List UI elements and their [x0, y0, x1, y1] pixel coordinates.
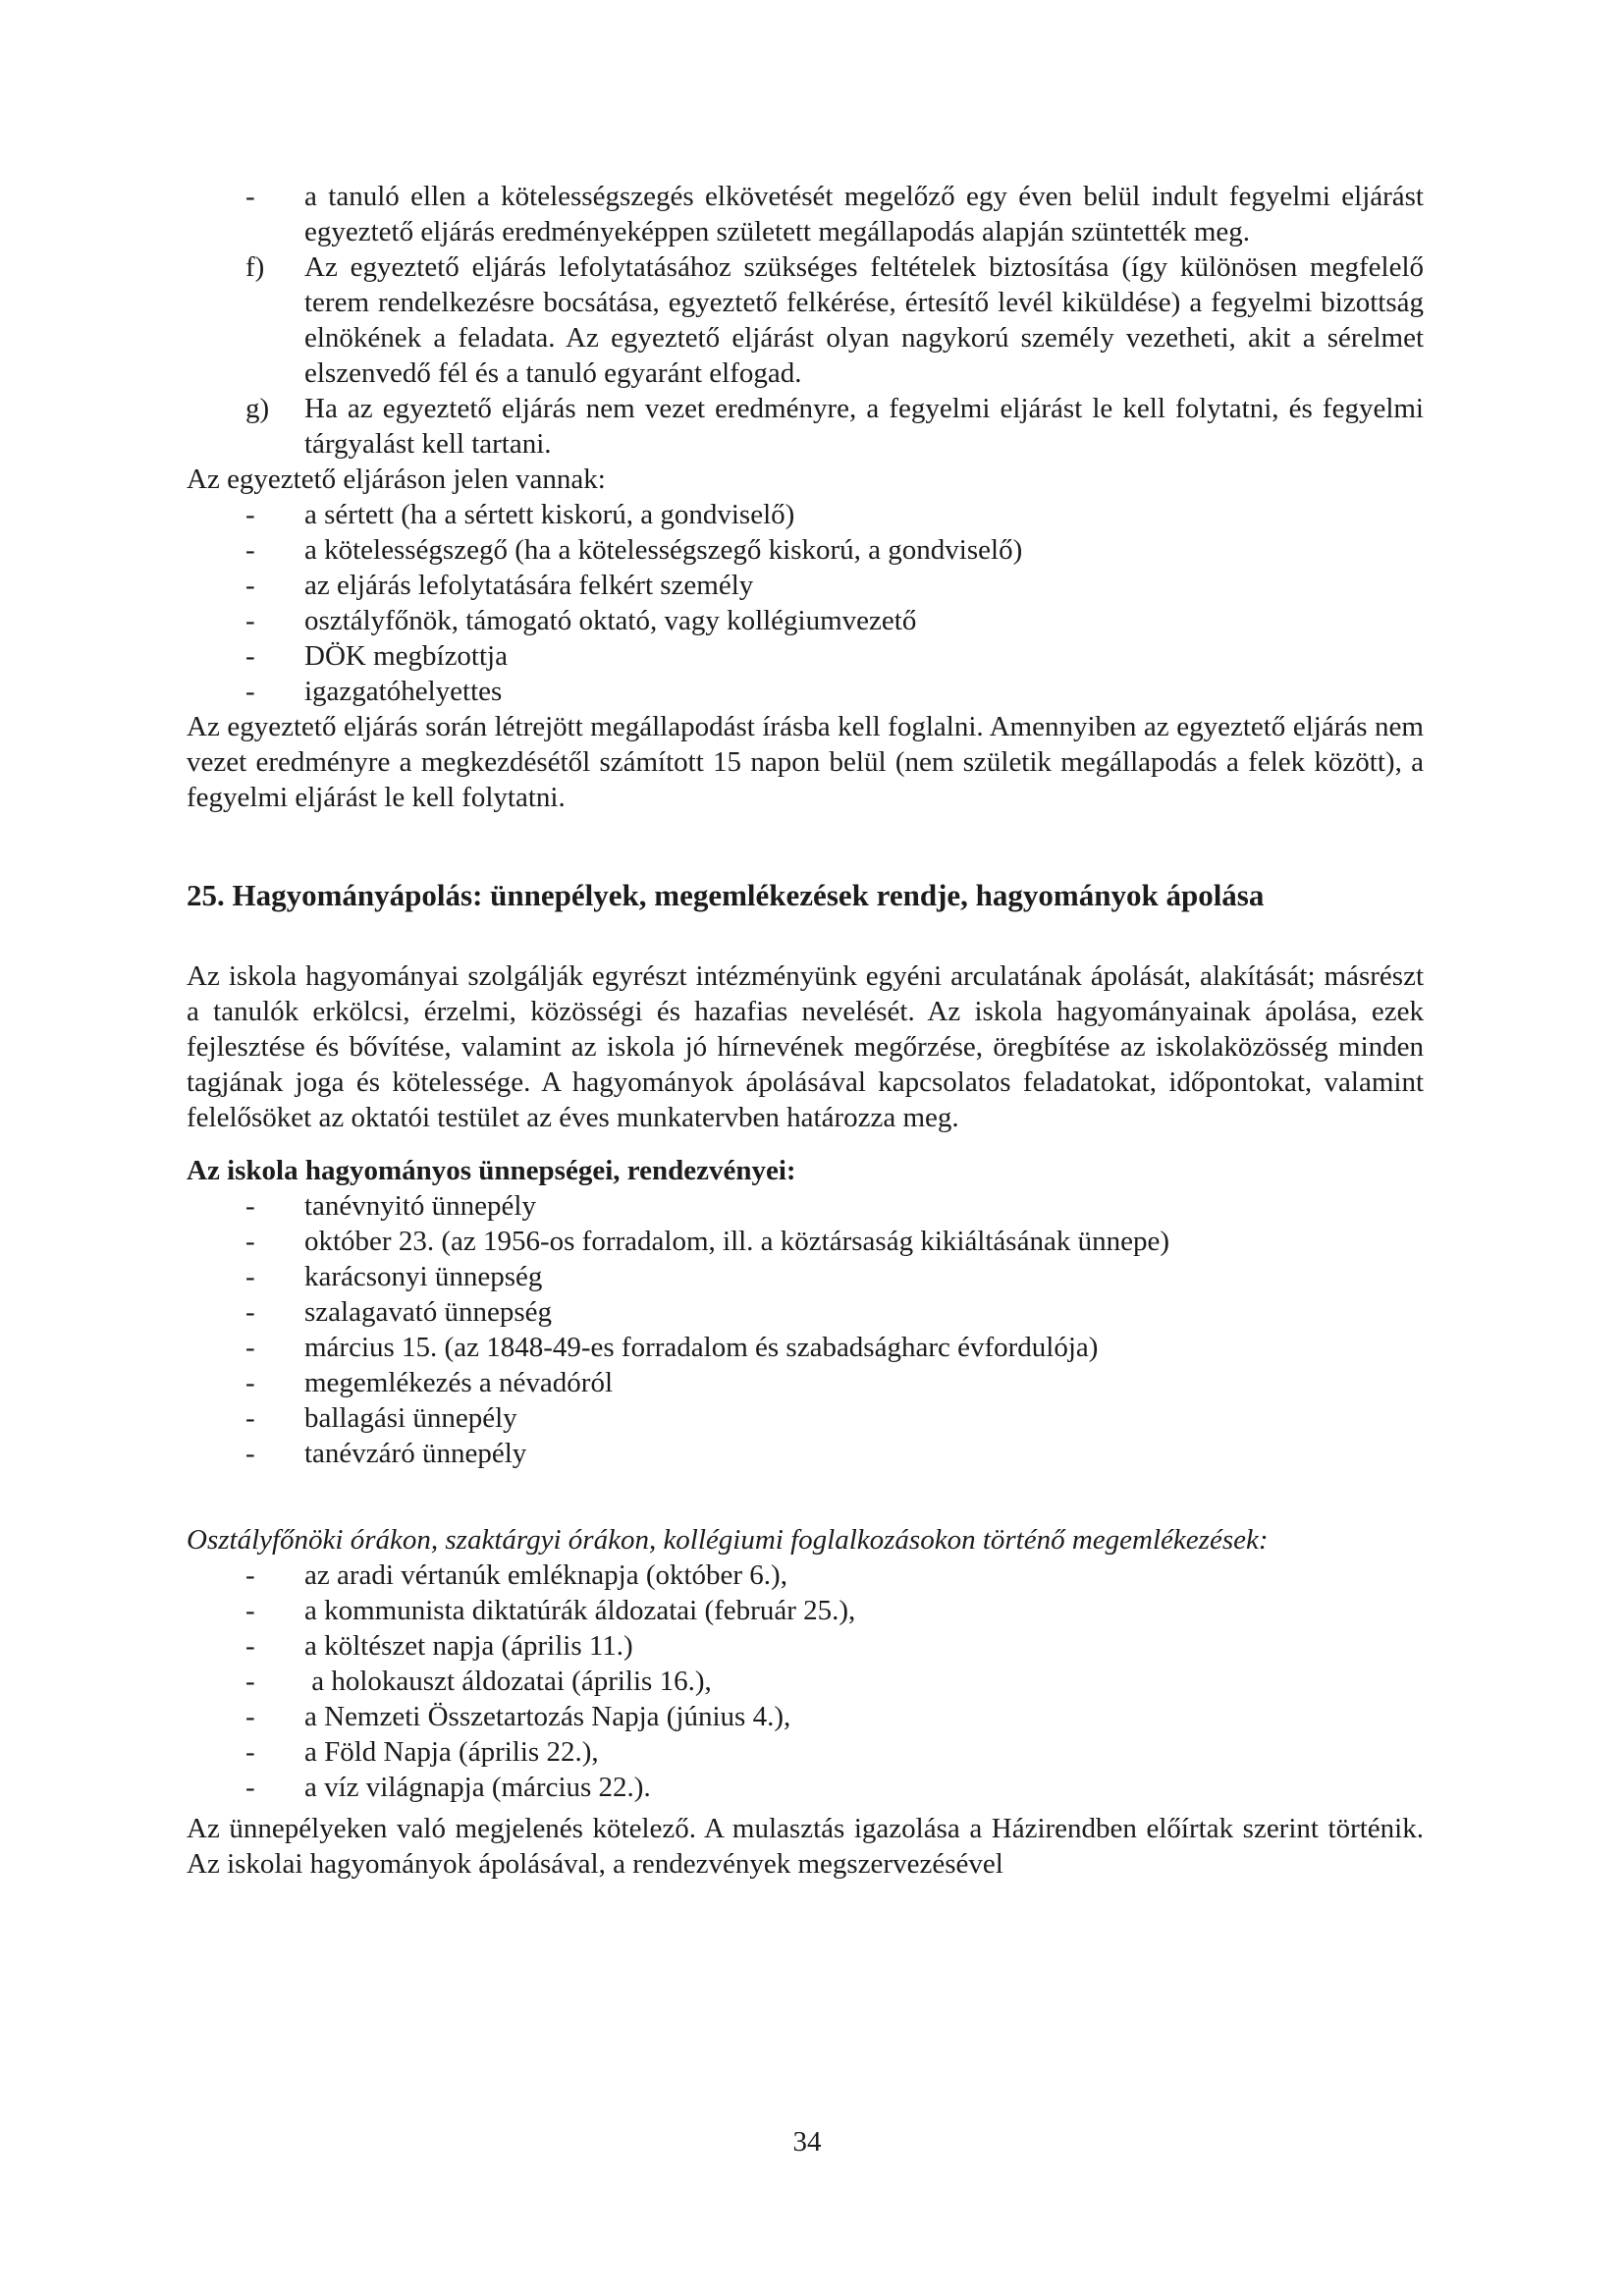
bullet: -: [245, 1190, 255, 1222]
list-item: [187, 568, 1424, 603]
list-marker: g): [245, 393, 270, 424]
list-item: [187, 1400, 1424, 1436]
bullet: -: [245, 1367, 255, 1398]
list-item: [187, 1664, 1424, 1699]
bullet: -: [245, 534, 255, 566]
list-item-text: a költészet napja (április 11.): [304, 1630, 633, 1662]
list-item: [187, 1770, 1424, 1805]
list-item-text: a holokauszt áldozatai (április 16.),: [304, 1666, 712, 1697]
participants-intro: Az egyeztető eljáráson jelen vannak:: [187, 464, 606, 495]
list-item-text: igazgatóhelyettes: [304, 676, 503, 707]
list-item: [187, 1699, 1424, 1734]
list-item-text: megemlékezés a névadóról: [304, 1367, 614, 1398]
bullet: -: [245, 1736, 255, 1768]
bullet: -: [245, 1296, 255, 1328]
commemorations-title: Osztályfőnöki órákon, szaktárgyi órákon, kollégiumi foglalkozásokon történő megemlékezések:: [187, 1524, 1269, 1556]
list-item: [187, 249, 1424, 391]
bullet: -: [245, 676, 255, 707]
list-item-text: a tanuló ellen a kötelességszegés elkövetését megelőző egy éven belül indult fegyelmi eljárást egyeztető eljárás eredményeképpen született megállapodás alapján szüntették meg.: [304, 181, 1424, 247]
list-item-text: az aradi vértanúk emléknapja (október 6.),: [304, 1559, 787, 1591]
agreement-paragraph: Az egyeztető eljárás során létrejött megállapodást írásba kell foglalni. Amennyiben az egyeztető eljárás nem vezet eredményre a megkezdésétől számított 15 napon belül (nem születik megállapodás a felek között), a fegyelmi eljárást le kell folytatni.: [187, 711, 1424, 813]
list-item: [187, 1224, 1424, 1259]
closing-paragraph: Az ünnepélyeken való megjelenés kötelező. A mulasztás igazolása a Házirendben előírtak szerint történik. Az iskolai hagyományok ápolásával, a rendezvények megszervezésével: [187, 1813, 1424, 1880]
list-item-text: a kötelességszegő (ha a kötelességszegő kiskorú, a gondviselő): [304, 534, 1023, 566]
list-item-text: osztályfőnök, támogató oktató, vagy kollégiumvezető: [304, 605, 917, 636]
list-item-text: a víz világnapja (március 22.).: [304, 1772, 651, 1803]
bullet: -: [245, 1402, 255, 1434]
page-number: 34: [792, 2126, 822, 2158]
list-item: [187, 391, 1424, 462]
document-page: [187, 179, 1424, 1882]
list-item-text: ballagási ünnepély: [304, 1402, 517, 1434]
list-item: [187, 532, 1424, 568]
bullet: -: [245, 1701, 255, 1732]
bullet: -: [245, 1630, 255, 1662]
list-item: [187, 179, 1424, 249]
bullet: -: [245, 605, 255, 636]
list-item: [187, 1593, 1424, 1628]
participants-list: [187, 497, 1424, 709]
bullet: -: [245, 1226, 255, 1257]
list-item-text: a kommunista diktatúrák áldozatai (február 25.),: [304, 1595, 856, 1626]
bullet: -: [245, 570, 255, 601]
list-item: [187, 603, 1424, 638]
commemorations-list: [187, 1558, 1424, 1805]
list-item: [187, 1330, 1424, 1365]
section-intro-paragraph: Az iskola hagyományai szolgálják egyrészt intézményünk egyéni arculatának ápolását, alakítását; másrészt a tanulók erkölcsi, érzelmi, közösségi és hazafias nevelését. Az iskola hagyományainak ápolása, ezek fejlesztése és bővítése, valamint az iskola jó hírnevének megőrzése, öregbítése az iskolaközösség minden tagjának joga és kötelessége. A hagyományok ápolásával kapcsolatos feladatokat, időpontokat, valamint felelősöket az oktatói testület az éves munkatervben határozza meg.: [187, 960, 1424, 1133]
section-heading: 25. Hagyományápolás: ünnepélyek, megemlékezések rendje, hagyományok ápolása: [187, 878, 1265, 912]
list-item-text: DÖK megbízottja: [304, 640, 508, 672]
list-item: [187, 1259, 1424, 1294]
events-list: [187, 1188, 1424, 1471]
list-item: [187, 1188, 1424, 1224]
list-item-text: tanévzáró ünnepély: [304, 1438, 527, 1469]
list-item-text: a sértett (ha a sértett kiskorú, a gondviselő): [304, 499, 795, 530]
bullet: -: [245, 499, 255, 530]
list-item-text: október 23. (az 1956-os forradalom, ill. a köztársaság kikiáltásának ünnepe): [304, 1226, 1169, 1257]
list-marker: f): [245, 251, 265, 283]
bullet: -: [245, 1438, 255, 1469]
list-item: [187, 1436, 1424, 1471]
list-item-text: tanévnyitó ünnepély: [304, 1190, 536, 1222]
list-item: [187, 1294, 1424, 1330]
list-item-text: karácsonyi ünnepség: [304, 1261, 543, 1292]
list-item: [187, 1558, 1424, 1593]
bullet: -: [245, 1666, 255, 1697]
list-item-text: a Föld Napja (április 22.),: [304, 1736, 599, 1768]
bullet: -: [245, 1595, 255, 1626]
list-item: [187, 674, 1424, 709]
list-item: [187, 1628, 1424, 1664]
bullet: -: [245, 1261, 255, 1292]
list-item: [187, 497, 1424, 532]
list-item: [187, 1734, 1424, 1770]
list-item-text: a Nemzeti Összetartozás Napja (június 4.),: [304, 1701, 791, 1732]
top-list: [187, 179, 1424, 462]
list-item-text: az eljárás lefolytatására felkért személy: [304, 570, 754, 601]
bullet: -: [245, 1332, 255, 1363]
events-title: Az iskola hagyományos ünnepségei, rendezvényei:: [187, 1155, 796, 1186]
list-item-text: Ha az egyeztető eljárás nem vezet eredményre, a fegyelmi eljárást le kell folytatni, és fegyelmi tárgyalást kell tartani.: [304, 393, 1424, 460]
list-item: [187, 638, 1424, 674]
bullet: -: [245, 1559, 255, 1591]
list-item: [187, 1365, 1424, 1400]
list-marker: -: [245, 181, 255, 212]
list-item-text: március 15. (az 1848-49-es forradalom és szabadságharc évfordulója): [304, 1332, 1099, 1363]
list-item-text: szalagavató ünnepség: [304, 1296, 553, 1328]
list-item-text: Az egyeztető eljárás lefolytatásához szükséges feltételek biztosítása (így különösen megfelelő terem rendelkezésre bocsátása, egyeztető felkérése, értesítő levél kiküldése) a fegyelmi bizottság elnökének a feladata. Az egyeztető eljárást olyan nagykorú személy vezetheti, akit a sérelmet elszenvedő fél és a tanuló egyaránt elfogad.: [304, 251, 1424, 389]
bullet: -: [245, 640, 255, 672]
bullet: -: [245, 1772, 255, 1803]
